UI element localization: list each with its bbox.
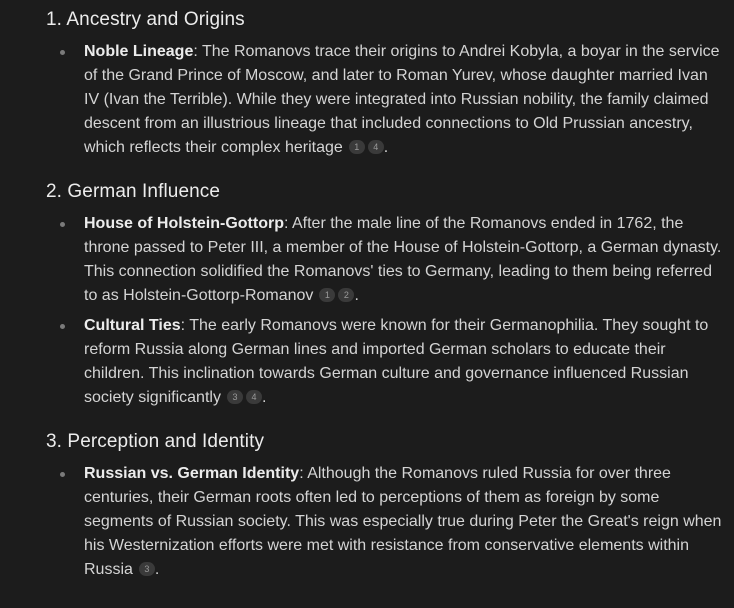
answer-content [46, 6, 726, 582]
section-ancestry [46, 6, 726, 160]
bullet-end: . [154, 561, 160, 578]
list-item-russian-vs-german [46, 462, 726, 582]
bullet-term: Cultural Ties [84, 317, 181, 334]
bullet-list [46, 40, 726, 160]
section-perception-identity [46, 428, 726, 582]
list-item-holstein-gottorp [46, 212, 726, 308]
citation-badge[interactable]: 1 [349, 140, 365, 154]
bullet-term: House of Holstein-Gottorp [84, 215, 284, 232]
citation-badge[interactable]: 2 [338, 288, 354, 302]
citation-badge[interactable]: 4 [368, 140, 384, 154]
bullet-term: Russian vs. German Identity [84, 465, 300, 482]
bullet-term: Noble Lineage [84, 43, 194, 60]
bullet-list [46, 462, 726, 582]
bullet-end: . [261, 389, 267, 406]
citation-badge[interactable]: 3 [227, 390, 243, 404]
citation-badge[interactable]: 4 [246, 390, 262, 404]
list-item-cultural-ties [46, 314, 726, 410]
bullet-text: : The Romanovs trace their origins to Andrei Kobyla, a boyar in the service of the Grand Prince of Moscow, and later to Roman Yurev, whose daughter married Ivan IV (Ivan the Terrible). While they were integrated into Russian nobility, the family claimed descent from an illustrious lineage that included connections to Old Prussian ancestry, which reflects their complex heritage [84, 43, 720, 156]
section-heading: 1. Ancestry and Origins [46, 9, 245, 30]
bullet-text: : The early Romanovs were known for their Germanophilia. They sought to reform Russia along German lines and imported German scholars to educate their children. This inclination towards German culture and governance influenced Russian society significantly [84, 317, 709, 406]
bullet-text: : Although the Romanovs ruled Russia for over three centuries, their German roots often led to perceptions of them as foreign by some segments of Russian society. This was especially true during Peter the Great's reign when his Westernization efforts were met with resistance from conservative elements within Russia [84, 465, 722, 578]
bullet-end: . [354, 287, 359, 304]
citation-badge[interactable]: 3 [139, 562, 155, 576]
section-heading: 2. German Influence [46, 181, 221, 202]
bullet-text: : After the male line of the Romanovs ended in 1762, the throne passed to Peter III, a member of the House of Holstein-Gottorp, a German dynasty. This connection solidified the Romanovs' ties to Germany, leading to them being referred to as Holstein-Gottorp-Romanov [84, 215, 722, 304]
list-item-noble-lineage [46, 40, 726, 160]
section-heading: 3. Perception and Identity [46, 431, 265, 452]
citation-badge[interactable]: 1 [319, 288, 335, 302]
bullet-list [46, 212, 726, 410]
section-german-influence [46, 178, 726, 410]
bullet-end: . [383, 139, 389, 156]
